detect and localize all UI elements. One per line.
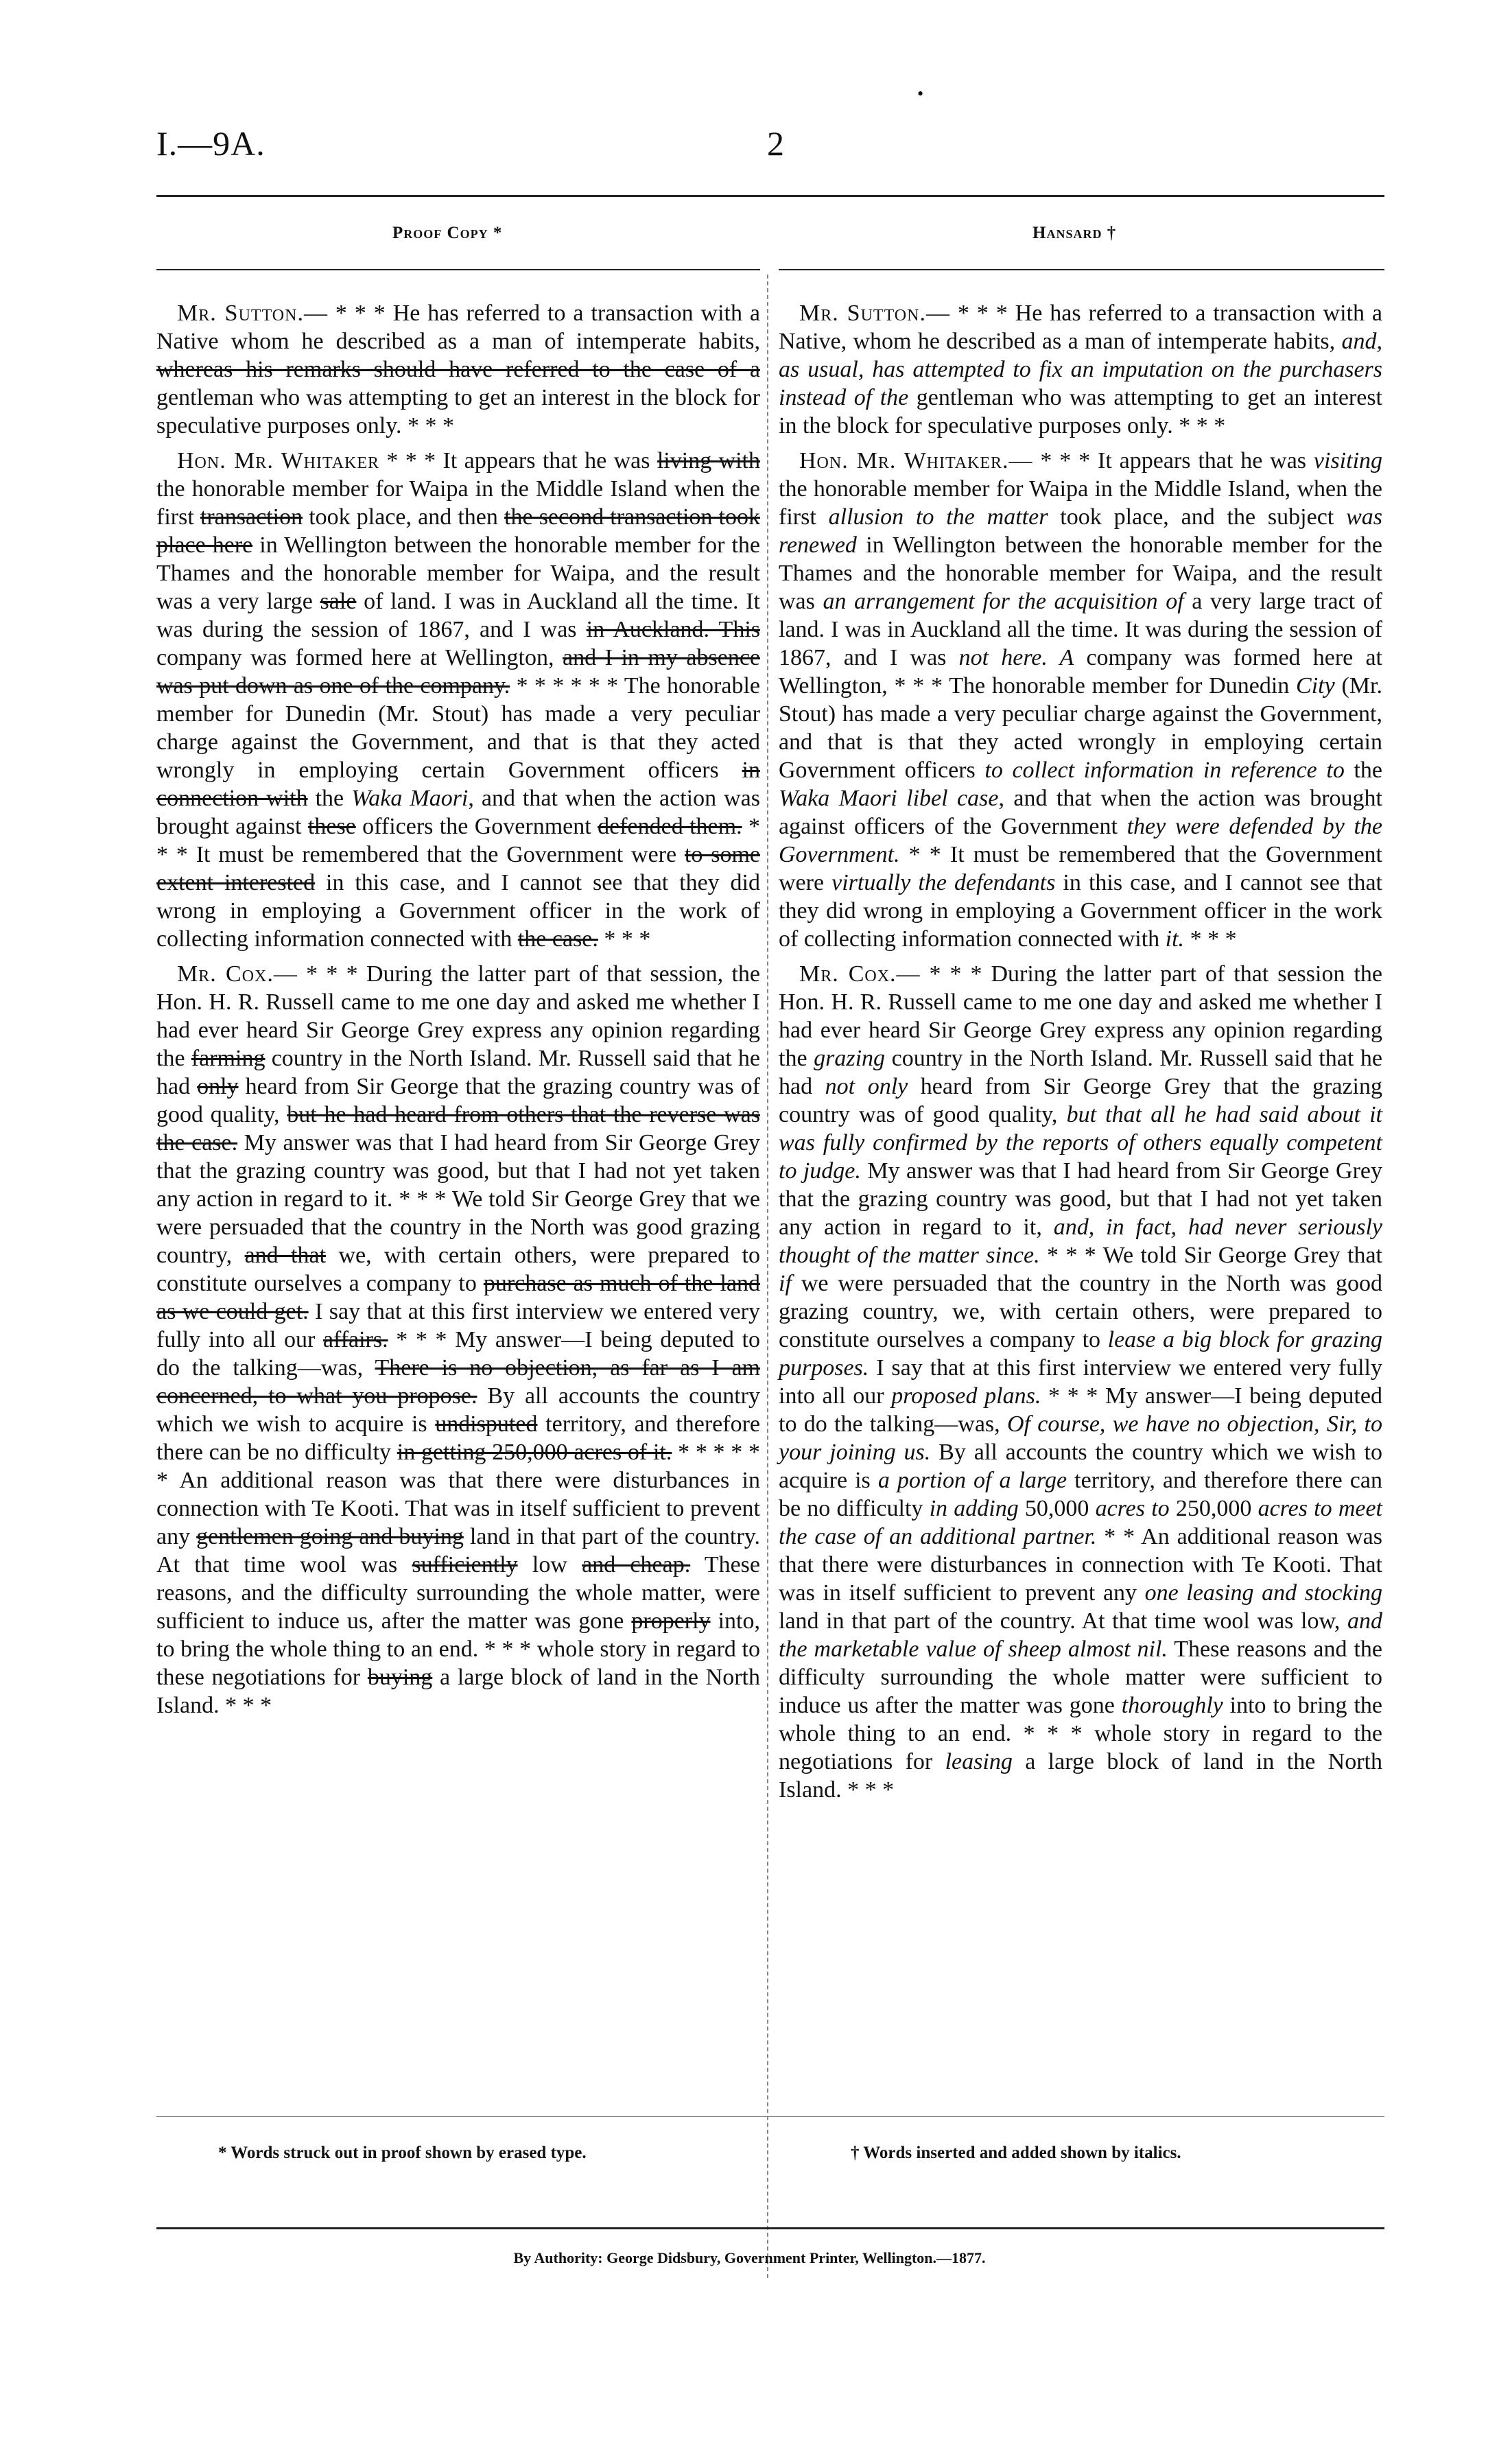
struck-out-text: in getting 250,000 acres of it.	[397, 1440, 672, 1465]
right-column-title: Hansard †	[1032, 224, 1117, 242]
stray-dot: •	[917, 84, 924, 104]
speech-text: heard from Sir George Grey that the grazing country was of good quality,	[779, 1074, 1383, 1127]
speech-text: into to bring the whole thing to an end. * * * whole story in regard to the negotiations for	[779, 1693, 1382, 1774]
speech-text: * * * We told Sir George Grey that	[1039, 1243, 1382, 1268]
inserted-text: an arrangement for the acquisition of	[823, 589, 1184, 614]
struck-out-text: and cheap.	[582, 1552, 691, 1577]
speech-text: of land. I was in Auckland all the time. It was during the session of 1867, and I was	[156, 589, 760, 642]
page-number: 2	[767, 124, 784, 163]
speech-text: in this case, and I cannot see that they did wrong in employing a Government officer in the work of collecting information connected with	[779, 870, 1382, 952]
speech-text: * * It must be remembered that the Government were	[779, 842, 1382, 895]
speech-text: we, with certain others, were prepared to constitute ourselves a company to	[156, 1243, 760, 1296]
top-rule	[156, 195, 1384, 197]
speech-text: * * * He has referred to a transaction with a Native whom he described as a man of intemperate habits,	[156, 301, 760, 354]
speech-text: * * * My answer—I being deputed to do the talking—was,	[156, 1327, 760, 1381]
inserted-text: proposed plans.	[891, 1383, 1041, 1409]
speech-text: took place, and then	[303, 504, 505, 530]
speech-text: I say that at this first interview we entered very fully into all our	[156, 1299, 760, 1352]
speech-text: the	[1344, 758, 1382, 783]
struck-out-text: and I in my absence was put down as one of the company.	[156, 645, 760, 699]
speech-text: in this case, and I cannot see that they did wrong in employing a Government officer in the work of collecting information connected with	[156, 870, 760, 952]
speech-text: , and that when the action was brought against officers of the Government	[779, 786, 1382, 839]
inserted-text: visiting	[1313, 448, 1383, 473]
column-divider	[767, 274, 768, 2278]
inserted-text: and, as usual, has attempted to fix an imputation on the purchasers instead of the	[779, 329, 1382, 410]
inserted-text: City	[1296, 673, 1335, 699]
speech-text: the honorable member for Waipa in the Middle Island, when the first	[779, 476, 1382, 530]
struck-out-text: gentlemen going and buying	[196, 1524, 464, 1549]
speech-paragraph	[779, 299, 1382, 440]
struck-out-text: living with	[657, 448, 761, 473]
struck-out-text: transaction	[200, 504, 303, 530]
inserted-text: lease a big block for grazing purposes.	[779, 1327, 1382, 1381]
struck-out-text: defended them.	[598, 814, 742, 839]
struck-out-text: but he had heard from others that the reverse was the case.	[156, 1102, 761, 1155]
speech-text: 250,000	[1169, 1496, 1258, 1521]
struck-out-text: the second transaction took place here	[156, 504, 760, 558]
speech-text: , and that when the action was brought against	[156, 786, 760, 839]
inserted-text: was renewed	[779, 504, 1382, 558]
struck-out-text: to some extent interested	[156, 842, 760, 895]
struck-out-text: undisputed	[435, 1411, 538, 1437]
speech-paragraph	[779, 960, 1382, 1804]
footnote-italics: † Words inserted and added shown by italics.	[851, 2144, 1181, 2162]
speaker-name: Mr. Cox.—	[177, 961, 298, 987]
speech-text: * * *	[1184, 926, 1237, 952]
inserted-text: if	[779, 1271, 792, 1296]
speech-text: in Wellington between the honorable member for the Thames and the honorable member for Waipa, and the result was a very large	[156, 532, 760, 614]
speaker-name: Mr. Sutton.—	[177, 301, 328, 326]
speech-paragraph	[779, 447, 1382, 953]
speech-text: My answer was that I had heard from Sir George Grey that the grazing country was good, but that I had not yet taken any action in regard to it. * * * We told Sir George Grey that we were persuaded that the country in the North was good grazing country,	[156, 1130, 760, 1268]
struck-out-text: There is no objection, as far as I am concerned, to what you propose.	[156, 1355, 760, 1409]
speech-text: * * * * * * An additional reason was that there were disturbances in connection with Te Kooti. That was in itself sufficient to prevent any	[156, 1440, 761, 1549]
speech-text: * * * My answer—I being deputed to do the talking—was,	[779, 1383, 1382, 1437]
document-reference: I.—9A.	[156, 124, 265, 163]
speech-text: gentleman who was attempting to get an interest in the block for speculative purposes only. * * *	[156, 385, 760, 438]
speech-text: officers the Government	[355, 814, 598, 839]
inserted-text: acres to meet the case of an additional partner.	[779, 1496, 1382, 1549]
speech-text: gentleman who was attempting to get an interest in the block for speculative purposes only. * * *	[779, 385, 1383, 438]
speech-text: (Mr. Stout) has made a very peculiar charge against the Government, and that is that they acted wrongly in employing certain Government officers	[779, 673, 1382, 783]
speech-text: company was formed here at Wellington, * * * The honorable member for Dunedin	[779, 645, 1382, 699]
inserted-text: and, in fact, had never seriously thought of the matter since.	[779, 1215, 1383, 1268]
struck-out-text: and that	[244, 1243, 327, 1268]
footnote-rule	[156, 2116, 1384, 2117]
proof-copy-column	[156, 299, 760, 1720]
struck-out-text: sale	[320, 589, 357, 614]
inserted-text: not here. A	[958, 645, 1074, 670]
right-header-rule	[779, 269, 1384, 270]
speech-text: a very large tract of land. I was in Auckland all the time. It was during the session of 1867, and I was	[779, 589, 1382, 670]
speech-text: I say that at this first interview we entered very fully into all our	[779, 1355, 1382, 1409]
inserted-text: leasing	[945, 1749, 1013, 1774]
speech-text: * * * * * * The honorable member for Dunedin (Mr. Stout) has made a very peculiar charge against the Government, and that is that they acted wrongly in employing certain Government officers	[156, 673, 760, 783]
speech-text: These reasons, and the difficulty surrounding the whole matter, were sufficient to induce us, after the matter was gone	[156, 1552, 760, 1634]
struck-out-text: the case.	[517, 926, 598, 952]
inserted-text: not only	[825, 1074, 908, 1099]
speaker-name: Mr. Sutton.—	[799, 301, 950, 326]
speech-text: * * * It appears that he was	[1032, 448, 1314, 473]
speech-text: * * An additional reason was that there were disturbances in connection with Te Kooti. That was in itself sufficient to prevent any	[779, 1524, 1382, 1606]
speech-text: 50,000	[1018, 1496, 1096, 1521]
left-column-title: Proof Copy *	[392, 224, 503, 242]
speech-text: we were persuaded that the country in the North was good grazing country, we, with certain others, were prepared to constitute ourselves a company to	[779, 1271, 1382, 1352]
inserted-text: Waka Maori	[351, 786, 469, 811]
printer-imprint: By Authority: George Didsbury, Government Printer, Wellington.—1877.	[513, 2249, 986, 2266]
speech-text: * * * It must be remembered that the Government were	[156, 814, 761, 867]
inserted-text: one leasing and stocking	[1144, 1580, 1382, 1606]
inserted-text: but that all he had said about it was fully confirmed by the reports of others equally competent to judge.	[779, 1102, 1382, 1184]
struck-out-text: whereas his remarks should have referred to the case of a	[156, 357, 760, 382]
speech-text: the honorable member for Waipa in the Middle Island when the first	[156, 476, 760, 530]
speech-text: * * * During the latter part of that session, the Hon. H. R. Russell came to me one day and asked me whether I had ever heard Sir George Grey express any opinion regarding the	[156, 961, 760, 1071]
inserted-text: it.	[1165, 926, 1185, 952]
speech-text: land in that part of the country. At that time wool was	[156, 1524, 760, 1577]
imprint-rule	[156, 2227, 1384, 2229]
speech-text: in Wellington between the honorable member for the Thames and the honorable member for Waipa, and the result was	[779, 532, 1382, 614]
hansard-column	[779, 299, 1382, 1804]
speech-text: a large block of land in the North Island. * * *	[156, 1665, 760, 1718]
struck-out-text: properly	[631, 1608, 711, 1634]
inserted-text: acres to	[1095, 1496, 1170, 1521]
inserted-text: they were defended by the Government.	[779, 814, 1383, 867]
inserted-text: allusion to the matter	[828, 504, 1048, 530]
inserted-text: and the marketable value of sheep almost nil.	[779, 1608, 1382, 1662]
inserted-text: Of course, we have no objection, Sir, to your joining us.	[779, 1411, 1382, 1465]
struck-out-text: sufficiently	[412, 1552, 518, 1577]
inserted-text: grazing	[814, 1046, 886, 1071]
speech-text: low	[517, 1552, 582, 1577]
speaker-name: Mr. Cox.—	[799, 961, 921, 987]
inserted-text: a portion of a large	[877, 1468, 1067, 1493]
struck-out-text: purchase as much of the land as we could get.	[156, 1271, 760, 1324]
speech-text: heard from Sir George that the grazing country was of good quality,	[156, 1074, 760, 1127]
inserted-text: to collect information in reference to	[984, 758, 1345, 783]
struck-out-text: in connection with	[156, 758, 760, 811]
speech-text: territory, and therefore there can be no difficulty	[156, 1411, 760, 1465]
left-header-rule	[156, 269, 760, 270]
speech-text: country in the North Island. Mr. Russell said that he had	[156, 1046, 760, 1099]
struck-out-text: in Auckland. This	[586, 617, 760, 642]
speech-text: the	[307, 786, 352, 811]
speech-paragraph	[156, 447, 760, 953]
struck-out-text: these	[307, 814, 356, 839]
struck-out-text: farming	[191, 1046, 265, 1071]
speaker-name: Hon. Mr. Whitaker	[177, 448, 380, 473]
speech-text: into, to bring the whole thing to an end. * * * whole story in regard to these negotiations for	[156, 1608, 760, 1690]
speech-text: * * * He has referred to a transaction with a Native, whom he described as a man of intemperate habits,	[779, 301, 1382, 354]
speech-text: These reasons and the difficulty surrounding the whole matter were sufficient to induce us after the matter was gone	[779, 1636, 1382, 1718]
inserted-text: thoroughly	[1121, 1693, 1223, 1718]
speaker-name: Hon. Mr. Whitaker.—	[799, 448, 1033, 473]
inserted-text: in adding	[929, 1496, 1019, 1521]
speech-text: * * * During the latter part of that session the Hon. H. R. Russell came to me one day and asked me whether I had ever heard Sir George Grey express any opinion regarding the	[779, 961, 1382, 1071]
speech-text: company was formed here at Wellington,	[156, 645, 563, 670]
inserted-text: Waka Maori libel case	[779, 786, 999, 811]
speech-text: country in the North Island. Mr. Russell said that he had	[779, 1046, 1382, 1099]
inserted-text: virtually the defendants	[831, 870, 1056, 895]
speech-text: My answer was that I had heard from Sir George Grey that the grazing country was good, but that I had not yet taken any action in regard to it,	[779, 1158, 1382, 1240]
speech-text: By all accounts the country which we wish to acquire is	[156, 1383, 760, 1437]
struck-out-text: only	[197, 1074, 239, 1099]
footnote-struck-out: * Words struck out in proof shown by erased type.	[218, 2144, 587, 2162]
speech-text: land in that part of the country. At that time wool was low,	[779, 1608, 1347, 1634]
speech-text: territory, and therefore there can be no difficulty	[779, 1468, 1382, 1521]
speech-text: * * *	[598, 926, 651, 952]
struck-out-text: affairs.	[322, 1327, 388, 1352]
speech-text: a large block of land in the North Island. * * *	[779, 1749, 1382, 1803]
speech-text: By all accounts the country which we wish to acquire is	[779, 1440, 1382, 1493]
speech-text: * * * It appears that he was	[379, 448, 657, 473]
speech-paragraph	[156, 299, 760, 440]
struck-out-text: buying	[367, 1665, 433, 1690]
speech-paragraph	[156, 960, 760, 1720]
speech-text: took place, and the subject	[1048, 504, 1347, 530]
